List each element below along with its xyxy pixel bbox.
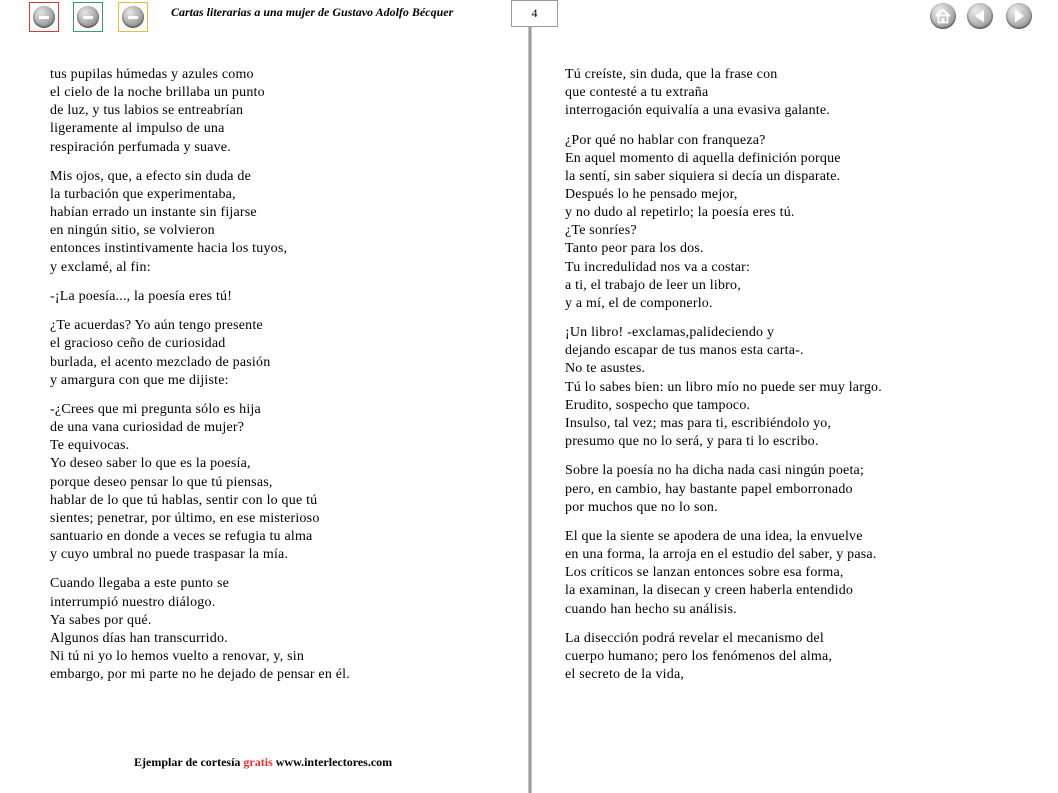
text-line: Tú lo sabes bien: un libro mío no puede ser muy largo.: [565, 379, 882, 395]
text-line: El que la siente se apodera de una idea, la envuelve: [565, 528, 863, 544]
text-line: el cielo de la noche brillaba un punto: [50, 85, 265, 101]
text-line: sientes; penetrar, por último, en ese misterioso: [50, 510, 320, 526]
page-number-box: [511, 0, 558, 27]
text-line: En aquel momento di aquella definición porque: [565, 150, 841, 166]
text-line: Ya sabes por qué.: [50, 612, 152, 628]
paragraph: [50, 288, 510, 306]
text-line: ¿Por qué no hablar con franqueza?: [565, 132, 766, 148]
text-line: ¿Te acuerdas? Yo aún tengo presente: [50, 318, 263, 334]
text-line: la turbación que experimentaba,: [50, 187, 236, 203]
text-line: la examinan, la disecan y creen haberla entendido: [565, 583, 854, 599]
text-line: porque deseo pensar lo que tú piensas,: [50, 474, 273, 490]
arrow-left-icon: [967, 3, 993, 29]
text-line: Yo deseo saber lo que es la poesía,: [50, 456, 251, 472]
text-line: habían errado un instante sin fijarse: [50, 205, 257, 221]
minus-icon: [77, 6, 99, 28]
menu-button-yellow[interactable]: [118, 2, 148, 32]
paragraph: [565, 462, 1045, 516]
text-line: ¿Te sonríes?: [565, 223, 637, 239]
arrow-right-icon: [1006, 3, 1032, 29]
text-line: el secreto de la vida,: [565, 667, 685, 683]
text-line: entonces instintivamente hacia los tuyos,: [50, 241, 288, 257]
text-line: y amargura con que me dijiste:: [50, 372, 229, 388]
text-line: ¡Un libro! -exclamas,palideciendo y: [565, 325, 775, 341]
home-button[interactable]: [930, 3, 956, 29]
text-line: No te asustes.: [565, 361, 646, 377]
column-divider: [528, 27, 532, 793]
text-line: interrumpió nuestro diálogo.: [50, 594, 216, 610]
paragraph: [565, 528, 1045, 619]
right-text-column: [565, 66, 1045, 695]
text-line: Insulso, tal vez; mas para ti, escribiéndolo yo,: [565, 415, 832, 431]
text-line: respiración perfumada y suave.: [50, 139, 231, 155]
text-line: Erudito, sospecho que tampoco.: [565, 397, 751, 413]
text-line: interrogación equivalía a una evasiva galante.: [565, 103, 830, 119]
text-line: cuando han hecho su análisis.: [565, 601, 737, 617]
text-line: Los críticos se lanzan entonces sobre esa forma,: [565, 565, 844, 581]
text-line: y exclamé, al fin:: [50, 259, 151, 275]
text-line: en ningún sitio, se volvieron: [50, 223, 215, 239]
text-line: Te equivocas.: [50, 438, 130, 454]
home-icon: [930, 3, 956, 29]
page-number: 4: [531, 6, 538, 20]
menu-button-green[interactable]: [73, 2, 103, 32]
paragraph: [50, 575, 510, 684]
text-line: y a mí, el de componerlo.: [565, 295, 713, 311]
paragraph: [565, 630, 1045, 684]
minus-icon: [33, 6, 55, 28]
text-line: cuerpo humano; pero los fenómenos del alma,: [565, 649, 833, 665]
text-line: Ni tú ni yo lo hemos vuelto a renovar, y, sin: [50, 649, 305, 665]
text-line: hablar de lo que tú hablas, sentir con lo que tú: [50, 492, 318, 508]
text-line: Cuando llegaba a este punto se: [50, 576, 230, 592]
text-line: en una forma, la arroja en el estudio del saber, y pasa.: [565, 547, 877, 563]
next-page-button[interactable]: [1006, 3, 1032, 29]
previous-page-button[interactable]: [967, 3, 993, 29]
text-line: santuario en donde a veces se refugia tu alma: [50, 528, 313, 544]
footer-website-link[interactable]: www.interlectores.com: [275, 755, 393, 769]
text-line: Algunos días han transcurrido.: [50, 630, 228, 646]
left-text-column: [50, 66, 510, 695]
text-line: burlada, el acento mezclado de pasión: [50, 354, 271, 370]
text-line: por muchos que no lo son.: [565, 499, 718, 515]
text-line: a ti, el trabajo de leer un libro,: [565, 277, 741, 293]
text-line: ligeramente al impulso de una: [50, 121, 225, 137]
footer: [134, 755, 392, 770]
paragraph: [50, 66, 510, 157]
minus-icon: [122, 6, 144, 28]
text-line: y cuyo umbral no puede traspasar la mía.: [50, 547, 289, 563]
text-line: la sentí, sin saber siquiera si decía un disparate.: [565, 168, 841, 184]
footer-free-label: gratis: [243, 755, 273, 769]
text-line: el gracioso ceño de curiosidad: [50, 336, 226, 352]
text-line: Sobre la poesía no ha dicha nada casi ningún poeta;: [565, 463, 865, 479]
text-line: -¡La poesía..., la poesía eres tú!: [50, 288, 233, 304]
text-line: embargo, por mi parte no he dejado de pensar en él.: [50, 667, 350, 683]
text-line: que contesté a tu extraña: [565, 85, 709, 101]
text-line: La disección podrá revelar el mecanismo del: [565, 630, 824, 646]
text-line: de luz, y tus labios se entreabrían: [50, 103, 244, 119]
paragraph: [565, 324, 1045, 451]
text-line: -¿Crees que mi pregunta sólo es hija: [50, 402, 261, 417]
text-line: presumo que no lo será, y para ti lo escribo.: [565, 434, 819, 450]
menu-button-red[interactable]: [29, 2, 59, 32]
paragraph: [50, 168, 510, 277]
text-line: Después lo he pensado mejor,: [565, 187, 738, 203]
book-title: Cartas literarias a una mujer de Gustavo Adolfo Bécquer: [171, 5, 454, 19]
paragraph: [565, 132, 1045, 313]
paragraph: [565, 66, 1045, 120]
text-line: y no dudo al repetirlo; la poesía eres tú.: [565, 205, 795, 221]
text-line: dejando escapar de tus manos esta carta-.: [565, 343, 804, 359]
paragraph: [50, 401, 510, 564]
text-line: tus pupilas húmedas y azules como: [50, 67, 254, 82]
text-line: Tu incredulidad nos va a costar:: [565, 259, 751, 275]
text-line: pero, en cambio, hay bastante papel emborronado: [565, 481, 853, 497]
paragraph: [50, 317, 510, 390]
text-line: Tú creíste, sin duda, que la frase con: [565, 67, 778, 82]
text-line: Tanto peor para los dos.: [565, 241, 704, 257]
text-line: de una vana curiosidad de mujer?: [50, 420, 245, 436]
text-line: Mis ojos, que, a efecto sin duda de: [50, 168, 252, 184]
footer-text: Ejemplar de cortesía: [134, 755, 241, 769]
